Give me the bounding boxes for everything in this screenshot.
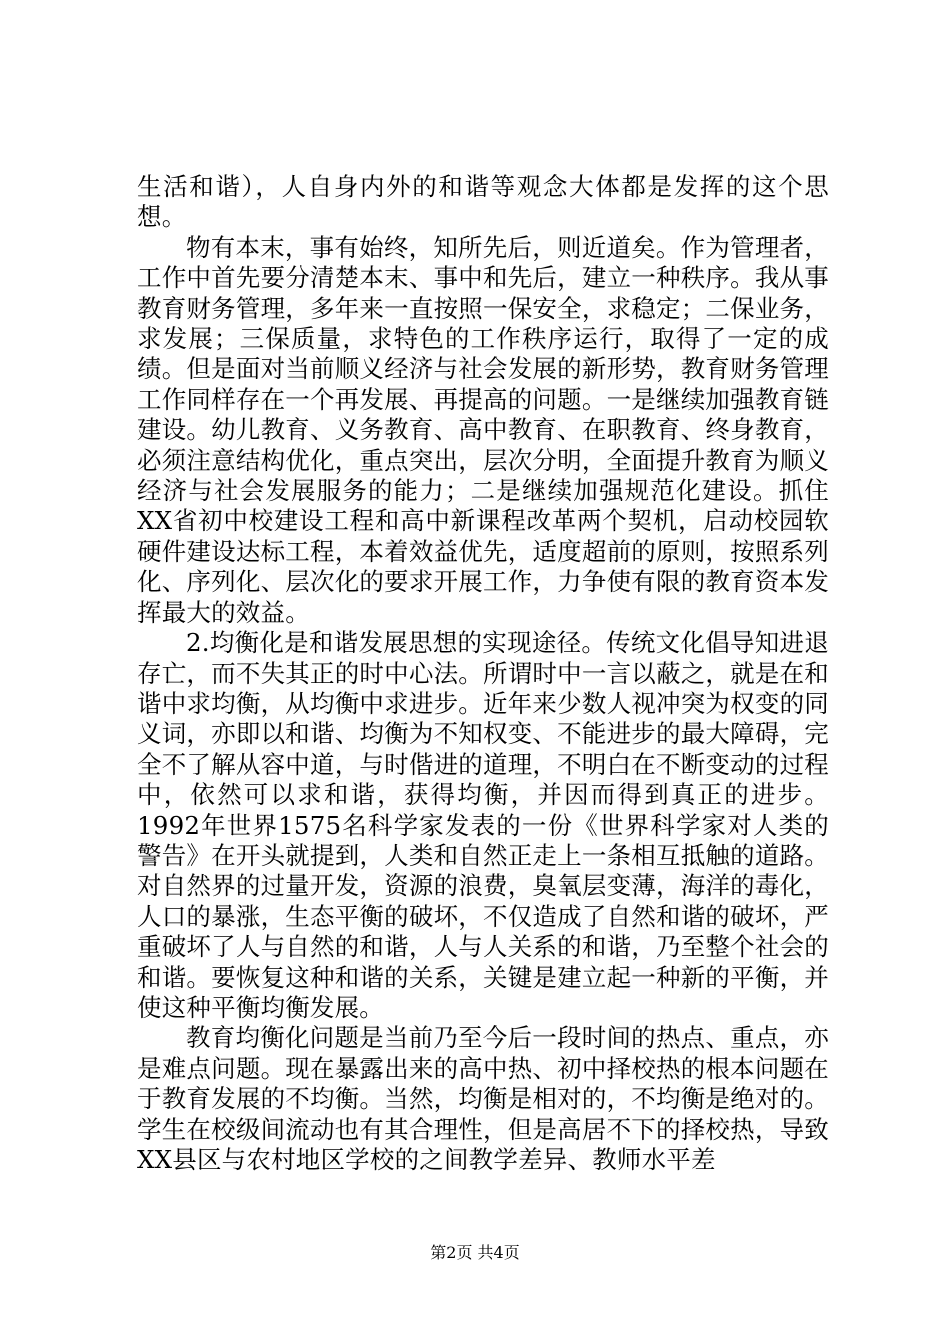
page-number-footer: 第2页 共4页 <box>430 1243 520 1262</box>
body-text <box>137 172 829 1175</box>
paragraph-4: 教育均衡化问题是当前乃至今后一段时间的热点、重点，亦是难点问题。现在暴露出来的高中热、初中择校热的根本问题在于教育发展的不均衡。当然，均衡是相对的，不均衡是绝对的。学生在校级间流动也有其合理性，但是高居不下的择校热，导致XX县区与农村地区学校的之间教学差异、教师水平差 <box>137 1023 829 1174</box>
paragraph-2: 物有本末，事有始终，知所先后，则近道矣。作为管理者，工作中首先要分清楚本末、事中和先后，建立一种秩序。我从事教育财务管理，多年来一直按照一保安全，求稳定；二保业务，求发展；三保质量，求特色的工作秩序运行，取得了一定的成绩。但是面对当前顺义经济与社会发展的新形势，教育财务管理工作同样存在一个再发展、再提高的问题。一是继续加强教育链建设。幼儿教育、义务教育、高中教育、在职教育、终身教育，必须注意结构优化，重点突出，层次分明，全面提升教育为顺义经济与社会发展服务的能力；二是继续加强规范化建设。抓住XX省初中校建设工程和高中新课程改革两个契机，启动校园软硬件建设达标工程，本着效益优先，适度超前的原则，按照系列化、序列化、层次化的要求开展工作，力争使有限的教育资本发挥最大的效益。 <box>137 232 829 627</box>
paragraph-3: 2.均衡化是和谐发展思想的实现途径。传统文化倡导知进退存亡，而不失其正的时中心法。所谓时中一言以蔽之，就是在和谐中求均衡，从均衡中求进步。近年来少数人视冲突为权变的同义词，亦即以和谐、均衡为不知权变、不能进步的最大障碍，完全不了解从容中道，与时偕进的道理，不明白在不断变动的过程中，依然可以求和谐，获得均衡，并因而得到真正的进步。1992年世界1575名科学家发表的一份《世界科学家对人类的警告》在开头就提到，人类和自然正走上一条相互抵触的道路。对自然界的过量开发，资源的浪费，臭氧层变薄，海洋的毒化，人口的暴涨，生态平衡的破坏，不仅造成了自然和谐的破坏，严重破坏了人与自然的和谐，人与人关系的和谐，乃至整个社会的和谐。要恢复这种和谐的关系，关键是建立起一种新的平衡，并使这种平衡均衡发展。 <box>137 628 829 1022</box>
paragraph-1: 生活和谐），人自身内外的和谐等观念大体都是发挥的这个思想。 <box>137 172 829 232</box>
